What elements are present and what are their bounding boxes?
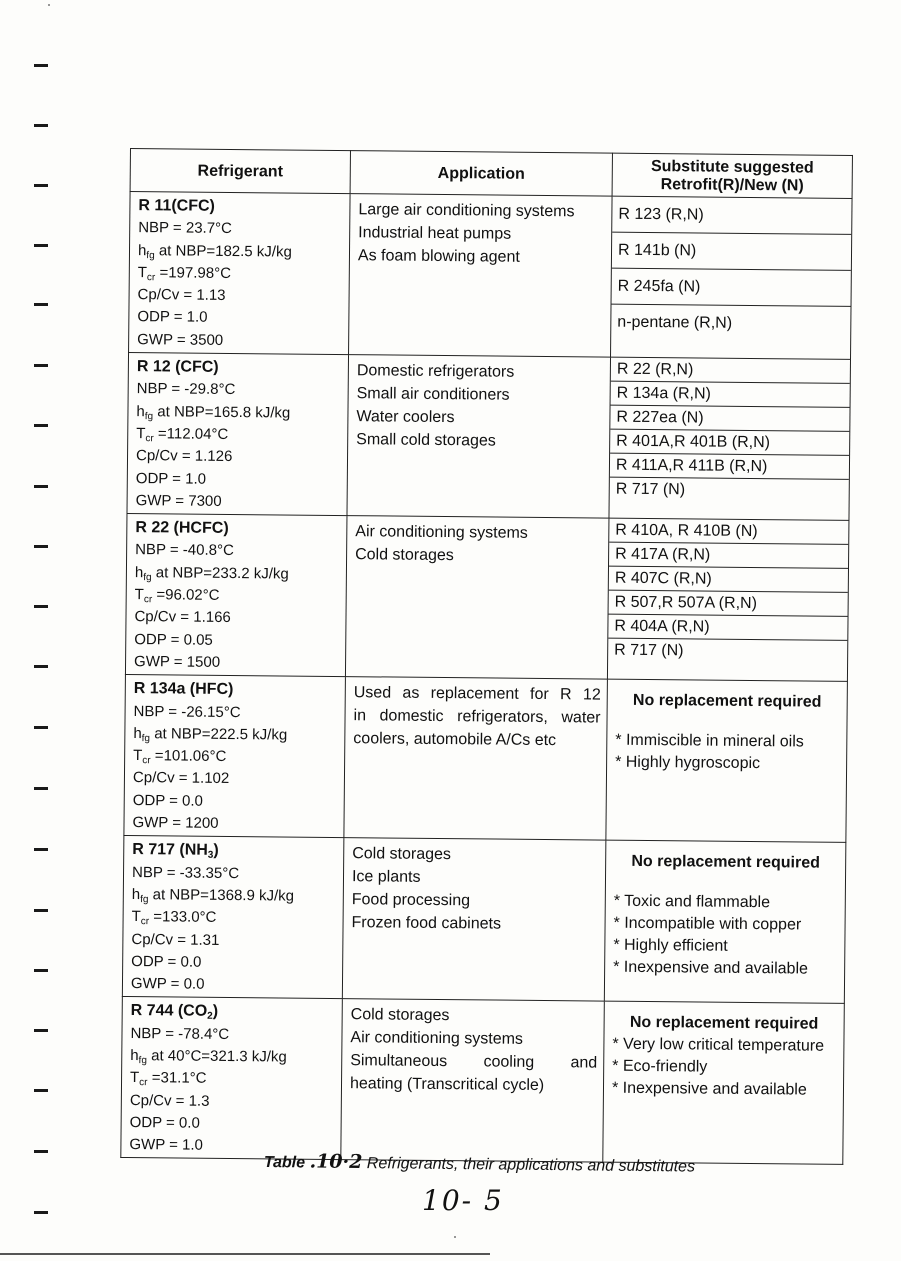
prop-cpcv: Cp/Cv = 1.31 — [131, 930, 220, 949]
note-item: * Very low critical temperature — [612, 1036, 825, 1056]
prop-nbp: NBP = -26.15°C — [133, 702, 241, 721]
margin-mark — [34, 485, 48, 488]
margin-mark — [34, 64, 48, 67]
note-item: * Highly hygroscopic — [615, 753, 761, 773]
no-replacement-heading: No replacement required — [631, 853, 820, 872]
margin-mark — [34, 605, 48, 608]
application-item: Food processing — [351, 891, 471, 910]
margin-mark — [34, 848, 48, 851]
margin-mark — [34, 1150, 48, 1153]
header-application: Application — [350, 151, 612, 197]
refrigerant-name: R 717 $(NH_3)$ — [132, 841, 219, 862]
prop-gwp: GWP = 1500 — [133, 653, 221, 671]
prop-nbp: NBP = 23.7°C — [138, 219, 233, 238]
substitute-item: R 507,R 507A (R,N) — [609, 591, 848, 617]
table-row — [125, 514, 849, 682]
header-refrigerant: Refrigerant — [130, 149, 350, 194]
application-item: Frozen food cabinets — [351, 914, 502, 933]
application-cell — [345, 516, 609, 680]
refrigerant-name: R 12 (CFC) — [136, 358, 219, 376]
substitute-item: R 717 (N) — [615, 480, 686, 499]
note-item: * Inexpensive and available — [613, 958, 809, 978]
substitute-item: R 134a (R,N) — [611, 382, 850, 408]
application-text-line: Used as replacement for R 12 — [353, 684, 601, 704]
substitute-cell — [607, 518, 849, 681]
margin-mark — [34, 364, 48, 367]
margin-mark — [34, 124, 48, 127]
prop-nbp: NBP = -40.8°C — [135, 541, 234, 560]
prop-cpcv: Cp/Cv = 1.126 — [135, 447, 233, 466]
margin-mark — [34, 909, 48, 912]
application-item: As foam blowing agent — [357, 247, 520, 266]
prop-tcr: $T_{cr} =197.98^\circ C$ — [137, 263, 232, 284]
substitute-item: R 404A (R,N) — [608, 615, 847, 641]
note-item: * Inexpensive and available — [611, 1080, 807, 1099]
prop-gwp: GWP = 7300 — [135, 491, 222, 510]
substitute-item: R 123 (R,N) — [612, 197, 851, 235]
application-item: heating (Transcritical cycle) — [349, 1075, 545, 1095]
substitute-item: R 141b (N) — [612, 233, 851, 271]
application-item: Simultaneous cooling and — [350, 1052, 598, 1072]
substitute-cell — [609, 357, 851, 520]
margin-mark — [34, 303, 48, 306]
application-cell — [349, 194, 613, 358]
refrigerants-table-sheet — [120, 148, 852, 1165]
prop-odp: ODP = 0.0 — [131, 952, 202, 971]
application-item: Domestic refrigerators — [356, 362, 515, 381]
substitute-item: R 411A,R 411B (R,N) — [610, 454, 849, 480]
application-text-line: in domestic refrigerators, water — [353, 707, 601, 727]
prop-tcr: $T_{cr} =112.04^\circ C$ — [136, 425, 229, 445]
application-item: Cold storages — [352, 845, 452, 864]
no-replacement-block — [604, 1002, 844, 1106]
no-replacement-block — [605, 841, 845, 985]
prop-tcr: $T_{cr} =31.1^\circ C$ — [129, 1069, 207, 1089]
application-item: Water coolers — [356, 408, 455, 427]
no-replacement-block — [607, 680, 847, 780]
substitute-cell — [606, 679, 848, 842]
prop-cpcv: Cp/Cv = 1.166 — [134, 608, 231, 627]
note-item: * Immiscible in mineral oils — [615, 731, 804, 751]
prop-hfg: $h_{fg}$ at NBP=222.5 kJ/kg — [133, 724, 288, 745]
prop-hfg: $h_{fg}$ at NBP=165.8 kJ/kg — [136, 402, 291, 422]
application-cell — [341, 999, 605, 1163]
refrigerant-cell — [121, 997, 343, 1160]
refrigerant-name: R 11(CFC) — [138, 197, 215, 215]
application-item: Cold storages — [355, 546, 454, 565]
refrigerant-name: R 22 (HCFC) — [135, 519, 229, 538]
note-item: * Incompatible with copper — [613, 914, 802, 934]
page-number: 10- 5 — [422, 1184, 504, 1217]
margin-mark — [34, 1089, 48, 1092]
prop-tcr: $T_{cr} =96.02^\circ C$ — [134, 586, 220, 606]
table-row — [121, 997, 845, 1165]
application-item: Air conditioning systems — [355, 523, 528, 542]
prop-hfg: $h_{fg}$ at 40°C=321.3 kJ/kg — [130, 1047, 287, 1067]
application-cell — [344, 677, 608, 841]
substitute-item: R 417A (R,N) — [609, 543, 848, 569]
header-substitute — [612, 153, 852, 198]
prop-cpcv: Cp/Cv = 1.102 — [132, 769, 230, 788]
margin-mark — [34, 424, 48, 427]
prop-cpcv: Cp/Cv = 1.3 — [129, 1091, 210, 1110]
prop-odp: ODP = 1.0 — [137, 308, 208, 327]
prop-odp: ODP = 1.0 — [135, 469, 207, 488]
prop-odp: ODP = 0.0 — [132, 791, 204, 810]
table-row — [124, 675, 848, 843]
substitute-item: R 22 (R,N) — [611, 358, 850, 384]
substitute-item: R 717 (N) — [614, 641, 684, 660]
application-item: Air conditioning systems — [350, 1029, 524, 1049]
margin-mark — [34, 184, 48, 187]
substitute-item: R 245fa (N) — [612, 269, 851, 307]
note-item: * Toxic and flammable — [613, 892, 771, 912]
caption-table-word: Table — [263, 1153, 310, 1172]
margin-mark — [34, 969, 48, 972]
refrigerant-name: R 134a (HFC) — [133, 680, 234, 699]
margin-mark — [34, 1211, 48, 1214]
margin-mark — [34, 665, 48, 668]
margin-mark — [34, 726, 48, 729]
prop-tcr: $T_{cr} =101.06^\circ C$ — [133, 747, 227, 767]
application-cell — [342, 838, 606, 1002]
refrigerant-cell — [122, 836, 344, 999]
application-text-line: coolers, automobile A/Cs etc — [353, 730, 557, 750]
caption-text: Refrigerants, their applications and substitutes — [362, 1155, 696, 1176]
prop-odp: ODP = 0.05 — [134, 630, 213, 649]
refrigerant-cell — [127, 353, 349, 516]
table-header-row — [130, 149, 852, 199]
substitute-cell — [604, 840, 846, 1003]
margin-mark — [34, 545, 48, 548]
margin-mark — [34, 1029, 48, 1032]
prop-nbp: NBP = -33.35°C — [131, 863, 240, 882]
refrigerant-cell — [129, 192, 351, 355]
application-item: Ice plants — [351, 868, 421, 887]
application-cell — [347, 355, 611, 519]
margin-mark — [34, 244, 48, 247]
table-row — [129, 192, 853, 360]
refrigerant-cell — [125, 514, 347, 677]
table-row — [127, 353, 851, 521]
table-caption — [264, 1150, 695, 1177]
margin-mark — [34, 787, 48, 790]
prop-gwp: GWP = 0.0 — [130, 975, 205, 993]
substitute-item: R 227ea (N) — [610, 406, 849, 432]
application-item: Small cold storages — [356, 431, 496, 450]
substitute-item: n-pentane (R,N) — [617, 313, 733, 332]
note-item: * Highly efficient — [613, 936, 728, 956]
substitute-item: R 410A, R 410B (N) — [609, 519, 848, 545]
header-substitute-line2: Retrofit(R)/New (N) — [660, 176, 804, 195]
application-item: Cold storages — [350, 1006, 450, 1025]
prop-nbp: NBP = -29.8°C — [136, 380, 236, 399]
prop-gwp: GWP = 1.0 — [129, 1136, 204, 1154]
refrigerant-name: R 744 $(CO_2)$ — [130, 1002, 219, 1023]
scan-speck — [48, 4, 50, 6]
bottom-rule — [0, 1253, 490, 1255]
no-replacement-heading: No replacement required — [632, 692, 822, 711]
substitute-cell — [611, 196, 853, 359]
substitute-cell — [603, 1001, 845, 1164]
scan-speck — [454, 1236, 456, 1238]
table-row — [122, 836, 846, 1004]
prop-cpcv: Cp/Cv = 1.13 — [137, 286, 226, 305]
prop-hfg: $h_{fg}$ at NBP=233.2 kJ/kg — [134, 563, 289, 583]
substitute-item: R 407C (R,N) — [609, 567, 848, 593]
refrigerants-table — [120, 148, 853, 1165]
application-item: Small air conditioners — [356, 385, 510, 404]
prop-tcr: $T_{cr} =133.0^\circ C$ — [131, 908, 217, 928]
note-item: * Eco-friendly — [612, 1058, 708, 1076]
prop-odp: ODP = 0.0 — [129, 1113, 200, 1132]
prop-hfg: $h_{fg}$ at NBP=182.5 kJ/kg — [137, 241, 292, 261]
prop-gwp: GWP = 3500 — [137, 330, 224, 349]
application-item: Large air conditioning systems — [358, 201, 575, 221]
substitute-item: R 401A,R 401B (R,N) — [610, 430, 849, 456]
prop-gwp: GWP = 1200 — [132, 814, 219, 832]
no-replacement-heading: No replacement required — [629, 1014, 819, 1034]
refrigerant-cell — [124, 675, 346, 838]
prop-nbp: NBP = -78.4°C — [130, 1024, 230, 1043]
prop-hfg: $h_{fg}$ at NBP=1368.9 kJ/kg — [131, 885, 295, 906]
caption-table-number: .10·2 — [309, 1150, 363, 1174]
application-item: Industrial heat pumps — [358, 224, 512, 243]
header-substitute-line1: Substitute suggested — [650, 158, 814, 177]
